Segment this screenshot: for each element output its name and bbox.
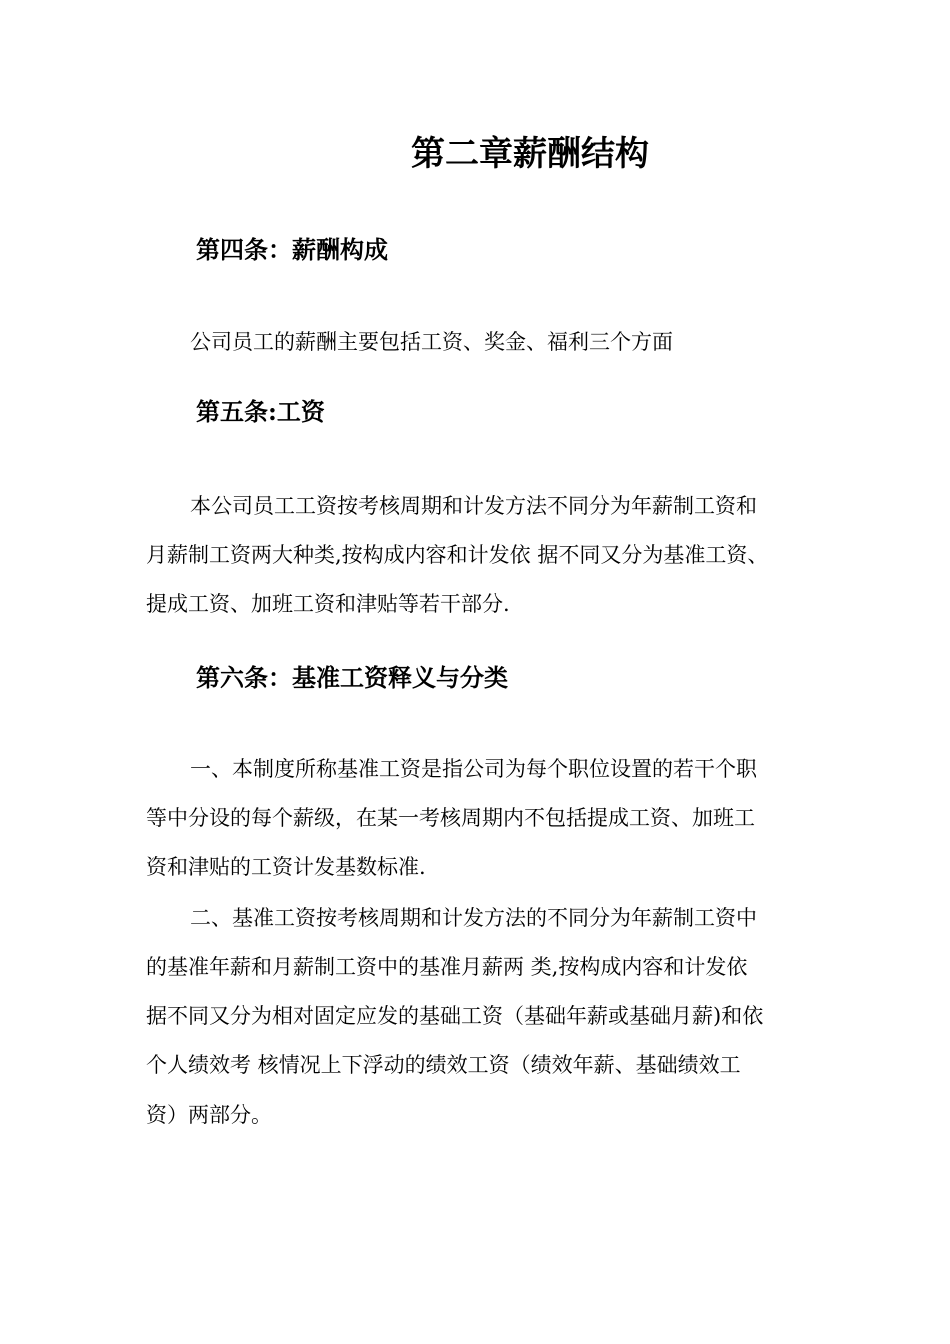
article-5-line-3: 提成工资、加班工资和津贴等若干部分.: [146, 592, 510, 616]
chapter-title: 第二章薪酬结构: [411, 134, 649, 174]
article-5-line-1: 本公司员工工资按考核周期和计发方法不同分为年薪制工资和: [190, 494, 757, 518]
article-6-heading: 第六条：基准工资释义与分类: [196, 663, 508, 692]
article-6-line-8: 资）两部分。: [146, 1103, 272, 1127]
article-6-line-3: 资和津贴的工资计发基数标准.: [146, 855, 426, 879]
article-6-line-2: 等中分设的每个薪级，在某一考核周期内不包括提成工资、加班工: [146, 806, 755, 830]
article-4-heading: 第四条：薪酬构成: [196, 235, 388, 264]
article-5-line-2: 月薪制工资两大种类,按构成内容和计发依 据不同又分为基准工资、: [146, 543, 769, 567]
article-5-heading: 第五条:工资: [196, 397, 325, 426]
article-6-line-4: 二、基准工资按考核周期和计发方法的不同分为年薪制工资中: [190, 906, 757, 930]
article-6-line-7: 个人绩效考 核情况上下浮动的绩效工资（绩效年薪、基础绩效工: [146, 1053, 741, 1077]
article-6-line-6: 据不同又分为相对固定应发的基础工资（基础年薪或基础月薪)和依: [146, 1004, 764, 1028]
article-6-line-1: 一、本制度所称基准工资是指公司为每个职位设置的若干个职: [190, 757, 757, 781]
article-6-line-5: 的基准年薪和月薪制工资中的基准月薪两 类,按构成内容和计发依: [146, 955, 748, 979]
article-4-line-1: 公司员工的薪酬主要包括工资、奖金、福利三个方面: [190, 330, 673, 354]
